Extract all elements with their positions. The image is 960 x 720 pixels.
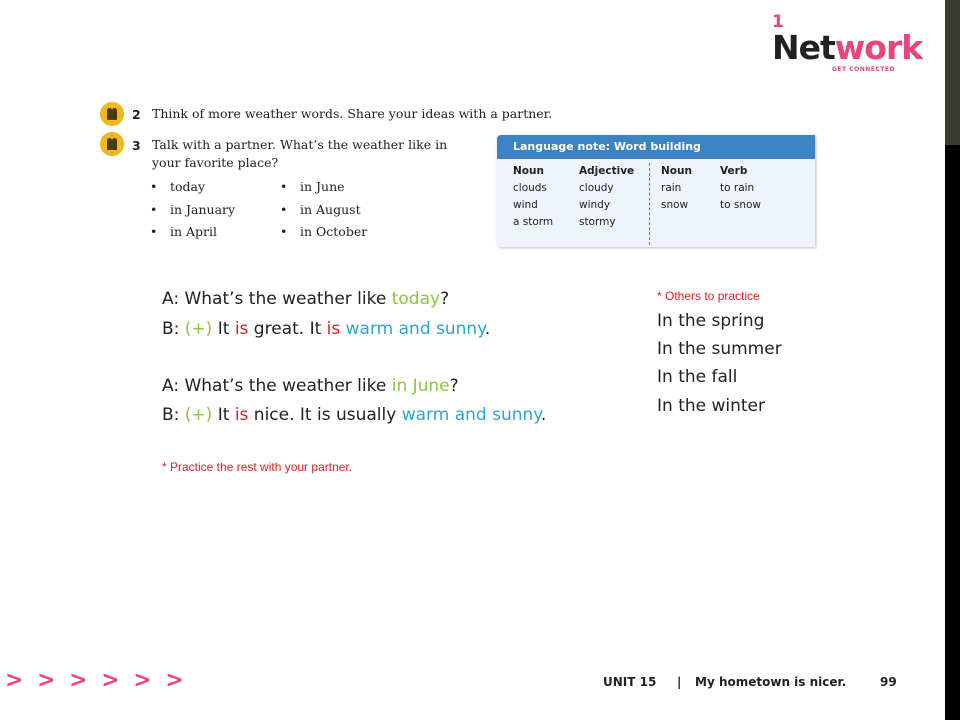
- dialogue-text: It: [212, 405, 235, 425]
- highlight-verb: is: [234, 319, 249, 339]
- chevron-decoration: > > > > > >: [5, 668, 187, 693]
- word-cell: clouds: [513, 182, 547, 194]
- highlight-positive: (+): [184, 319, 213, 339]
- dialogue-text: B:: [162, 405, 185, 425]
- language-note-col-verb: [720, 163, 761, 214]
- dialogue-2-line-a: [162, 376, 459, 396]
- bullet-item: • today: [170, 179, 205, 194]
- highlight-time: today: [391, 289, 441, 309]
- language-note-col-noun: [513, 163, 553, 231]
- word-cell: wind: [513, 199, 538, 211]
- bullet-item: • in June: [300, 179, 345, 194]
- dialogue-text: B:: [162, 319, 185, 339]
- dialogue-text: ?: [440, 289, 450, 309]
- word-cell: stormy: [579, 216, 616, 228]
- dialogue-text: great. It: [248, 319, 327, 339]
- right-edge-bar-top: [945, 0, 960, 145]
- exercise-2-text: Think of more weather words. Share your ideas with a partner.: [152, 106, 553, 121]
- pair-work-icon: [100, 102, 124, 126]
- dialogue-text: A: What’s the weather like: [162, 289, 392, 309]
- dialogue-1-line-b: [162, 319, 490, 339]
- dialogue-text: ?: [449, 376, 459, 396]
- others-note: * Others to practice: [657, 289, 760, 303]
- word-cell: to snow: [720, 199, 762, 211]
- exercise-3-number: 3: [132, 138, 141, 153]
- bullet-item: • in August: [300, 202, 361, 217]
- word-cell: cloudy: [579, 182, 614, 194]
- others-item: In the spring: [657, 311, 765, 331]
- dialogue-text: .: [484, 319, 491, 339]
- dialogue-2-line-b: [162, 405, 546, 425]
- word-cell: to rain: [720, 182, 755, 194]
- highlight-time: in June: [391, 376, 450, 396]
- highlight-verb: is: [234, 405, 249, 425]
- others-item: In the summer: [657, 339, 782, 359]
- bullet-item: • in January: [170, 202, 235, 217]
- exercise-3-line2: your favorite place?: [152, 155, 279, 170]
- practice-note: * Practice the rest with your partner.: [162, 460, 353, 474]
- right-edge-bar: [945, 0, 960, 720]
- dialogue-text: .: [540, 405, 547, 425]
- highlight-weather: warm and sunny: [345, 319, 485, 339]
- column-header: Noun: [513, 165, 544, 177]
- column-header: Adjective: [579, 165, 635, 177]
- language-note-col-noun-2: [661, 163, 692, 214]
- dialogue-text: nice. It is usually: [248, 405, 402, 425]
- logo-brand-part1: Net: [772, 28, 835, 67]
- column-header: Verb: [720, 165, 748, 177]
- others-item: In the fall: [657, 367, 738, 387]
- highlight-weather: warm and sunny: [401, 405, 541, 425]
- bullet-item: • in October: [300, 224, 367, 239]
- word-cell: rain: [661, 182, 682, 194]
- dialogue-text: A: What’s the weather like: [162, 376, 392, 396]
- logo-brand-part2: work: [834, 28, 923, 67]
- footer-separator: |: [677, 675, 682, 689]
- pair-work-icon: [100, 132, 124, 156]
- footer-title: My hometown is nicer.: [695, 675, 847, 689]
- word-cell: snow: [661, 199, 689, 211]
- footer-unit: UNIT 15: [603, 675, 657, 689]
- column-header: Noun: [661, 165, 692, 177]
- network-logo: [772, 12, 923, 74]
- highlight-positive: (+): [184, 405, 213, 425]
- dialogue-text: It: [212, 319, 235, 339]
- column-divider: [649, 163, 650, 245]
- exercise-2-number: 2: [132, 107, 141, 122]
- language-note-header: [497, 135, 815, 159]
- page-number: 99: [880, 675, 897, 689]
- bullet-item: • in April: [170, 224, 217, 239]
- others-item: In the winter: [657, 396, 766, 416]
- language-note-title: Language note: Word building: [513, 140, 701, 153]
- dialogue-1-line-a: [162, 289, 449, 309]
- logo-level-number: 1: [772, 12, 784, 32]
- logo-brand: [772, 30, 922, 66]
- word-cell: windy: [579, 199, 611, 211]
- language-note-box: [497, 135, 815, 247]
- exercise-3-line1: Talk with a partner. What’s the weather like in: [152, 137, 448, 152]
- language-note-col-adjective: [579, 163, 634, 231]
- highlight-verb: is: [326, 319, 341, 339]
- logo-tagline: GET CONNECTED: [832, 66, 895, 73]
- word-cell: a storm: [513, 216, 554, 228]
